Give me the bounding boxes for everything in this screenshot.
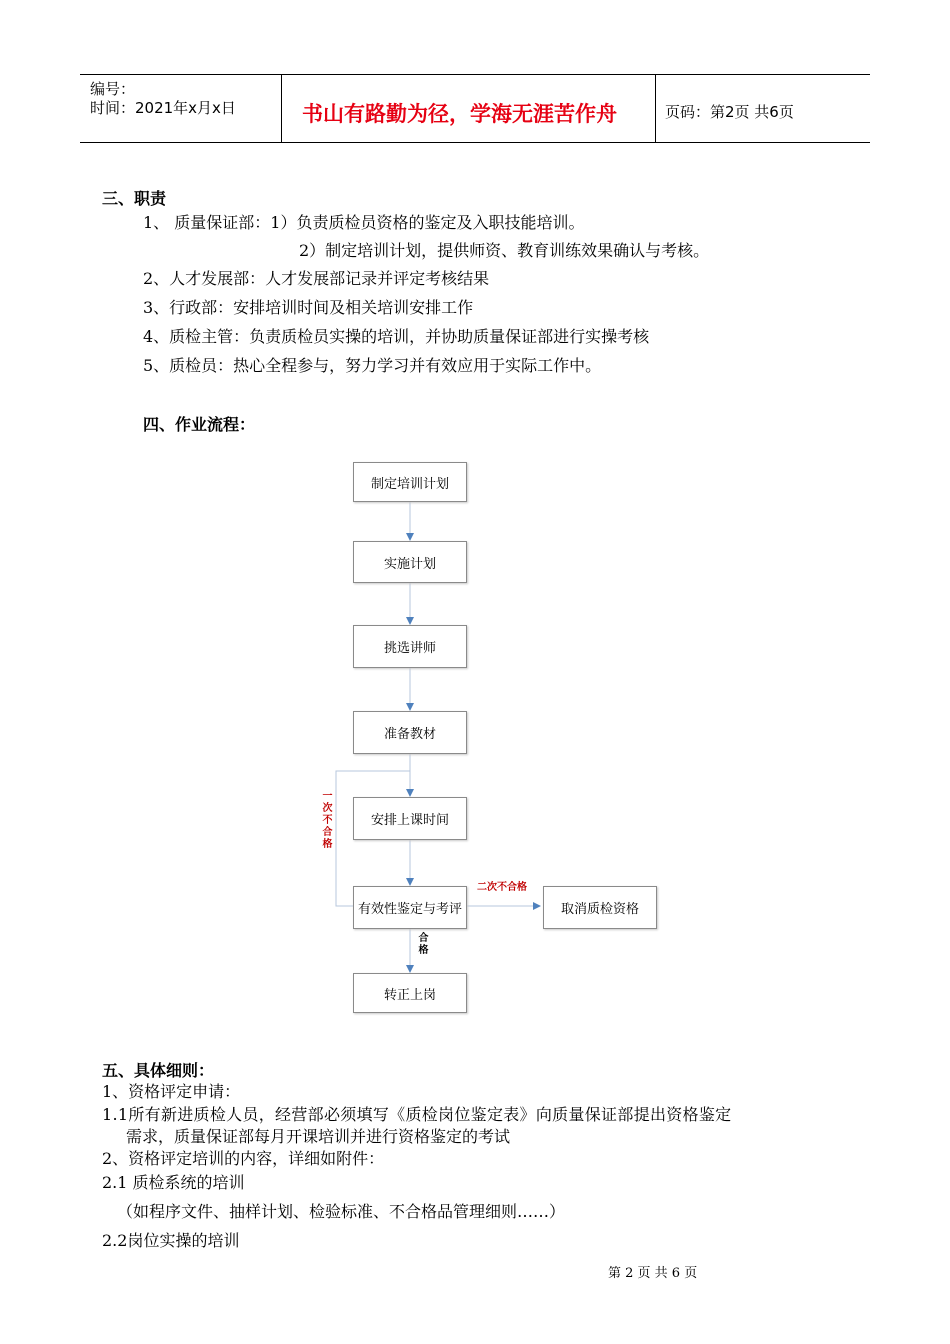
section3-item-2: 2、人才发展部：人才发展部记录并评定考核结果 — [143, 269, 490, 288]
section3-item-1: 1、 质量保证部：1）负责质检员资格的鉴定及入职技能培训。 — [143, 213, 585, 232]
footer-page-number: 第 2 页 共 6 页 — [608, 1266, 698, 1281]
section5-line-2: 1.1所有新进质检人员，经营部必须填写《质检岗位鉴定表》向质量保证部提出资格鉴定 — [102, 1105, 732, 1124]
flow-step-lecturer: 挑选讲师 — [353, 625, 467, 668]
section5-title: 五、具体细则： — [102, 1061, 215, 1080]
section4-title: 四、作业流程： — [143, 415, 256, 434]
flow-step-schedule: 安排上课时间 — [353, 797, 467, 840]
section3-item-1b: 2）制定培训计划，提供师资、教育训练效果确认与考核。 — [299, 241, 710, 260]
section3-item-5: 5、质检员：热心全程参与，努力学习并有效应用于实际工作中。 — [143, 356, 602, 375]
label-pass: 合格 — [416, 932, 427, 956]
flow-side-cancel: 取消质检资格 — [543, 886, 657, 929]
section5-line-3: 需求，质量保证部每月开课培训并进行资格鉴定的考试 — [126, 1127, 511, 1146]
section3-title: 三、职责 — [102, 189, 167, 208]
flow-step-plan: 制定培训计划 — [353, 462, 467, 502]
flow-step-evaluation: 有效性鉴定与考评 — [353, 886, 467, 929]
flow-step-materials: 准备教材 — [353, 711, 467, 754]
flow-step-implement: 实施计划 — [353, 541, 467, 583]
header-motto: 书山有路勤为径，学海无涯苦作舟 — [302, 102, 617, 126]
doc-time-label: 时间：2021年x月x日 — [90, 99, 236, 117]
doc-number-label: 编号： — [90, 80, 136, 98]
section5-line-1: 1、资格评定申请： — [102, 1082, 241, 1101]
page-number-label: 页码：第2页 共6页 — [665, 103, 794, 121]
section3-item-3: 3、行政部：安排培训时间及相关培训安排工作 — [143, 298, 474, 317]
section5-line-5: 2.1 质检系统的培训 — [102, 1173, 245, 1192]
flow-step-regular: 转正上岗 — [353, 973, 467, 1013]
label-first-fail: 一次不合格 — [320, 790, 331, 850]
label-second-fail: 二次不合格 — [477, 882, 527, 893]
section5-line-4: 2、资格评定培训的内容，详细如附件： — [102, 1149, 385, 1168]
section5-line-7: 2.2岗位实操的培训 — [102, 1231, 240, 1250]
section3-item-4: 4、质检主管：负责质检员实操的培训，并协助质量保证部进行实操考核 — [143, 327, 650, 346]
section5-line-6: （如程序文件、抽样计划、检验标准、不合格品管理细则……） — [117, 1202, 566, 1221]
